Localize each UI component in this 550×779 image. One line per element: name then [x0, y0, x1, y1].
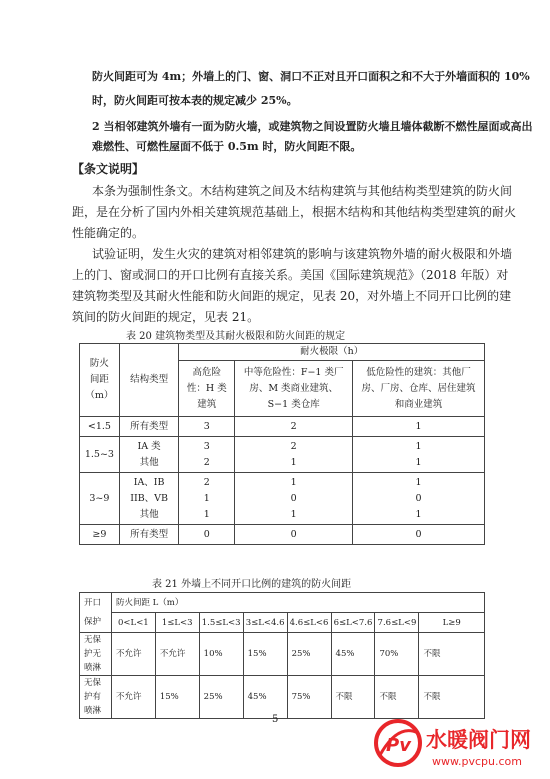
text-line: 防火间距可为 4m；外墙上的门、窗、洞口不正对且开口面积之和不大于外墙面积的 10%	[92, 70, 530, 83]
column-header: 1≤L<3	[155, 613, 199, 633]
cell: 2	[235, 417, 353, 437]
cell: 15%	[155, 676, 199, 719]
text-line: 难燃性、可燃性屋面不低于 0.5m 时，防火间距不限。	[92, 140, 362, 153]
cell: 45%	[331, 633, 375, 676]
paragraph-line: 建筑物类型及其耐火性能和防火间距的规定，见表 20，对外墙上不同开口比例的建	[72, 289, 512, 303]
cell: 不限	[375, 676, 419, 719]
column-header: 6≤L<7.6	[331, 613, 375, 633]
paragraph-line: 筑间的防火间距的规定，见表 21。	[72, 310, 260, 324]
header-fire-rating: 耐火极限（h）	[179, 344, 485, 361]
cell: 所有类型	[119, 525, 179, 545]
cell: 0	[179, 525, 235, 545]
opening-ratio-table	[79, 592, 485, 719]
row-label: 无保护无喷淋	[80, 633, 112, 676]
cell: 3~9	[80, 473, 120, 525]
cell: 0	[353, 525, 485, 545]
cell: <1.5	[80, 417, 120, 437]
paragraph-line: 上的门、窗或洞口的开口比例有直接关系。美国《国际建筑规范》（2018 年版）对	[72, 268, 509, 282]
cell: 2 1 1	[179, 473, 235, 525]
row-label: 无保护有喷淋	[80, 676, 112, 719]
cell: 0	[235, 525, 353, 545]
paragraph-line: 距，是在分析了国内外相关建筑规范基础上，根据木结构和其他结构类型建筑的耐火	[72, 205, 517, 219]
cell: 不允许	[111, 633, 155, 676]
watermark-logo-text: Pv	[386, 735, 411, 756]
column-header: 0<L<1	[111, 613, 155, 633]
watermark	[370, 713, 540, 773]
cell: 不允许	[111, 676, 155, 719]
header-protection: 保护	[80, 613, 112, 633]
cell: ≥9	[80, 525, 120, 545]
cell: 不限	[419, 633, 485, 676]
cell: IA 类 其他	[119, 437, 179, 473]
cell: 2 1	[235, 437, 353, 473]
text-line: 2 当相邻建筑外墙有一面为防火墙，或建筑物之间设置防火墙且墙体截断不燃性屋面或高出	[92, 120, 533, 133]
paragraph-line: 本条为强制性条文。木结构建筑之间及木结构建筑与其他结构类型建筑的防火间	[92, 184, 513, 198]
cell: 3	[179, 417, 235, 437]
cell: 不限	[419, 676, 485, 719]
column-header: L≥9	[419, 613, 485, 633]
section-heading: 【条文说明】	[72, 162, 145, 176]
cell: 1 1	[353, 437, 485, 473]
header-mid-hazard: 中等危险性：F−1 类厂房、M 类商业建筑、S−1 类仓库	[235, 361, 353, 417]
paragraph-line: 性能确定的。	[72, 226, 145, 240]
header-distance: 防火间距（m）	[80, 344, 120, 417]
cell: 1 0 1	[353, 473, 485, 525]
watermark-title: 水暖阀门网	[426, 728, 531, 752]
fire-resistance-table	[79, 343, 485, 545]
cell: 不允许	[155, 633, 199, 676]
cell: 25%	[199, 676, 243, 719]
column-header: 7.6≤L<9	[375, 613, 419, 633]
cell: 1.5~3	[80, 437, 120, 473]
column-header: 4.6≤L<6	[287, 613, 331, 633]
header-high-hazard: 高危险性：H 类建筑	[179, 361, 235, 417]
cell: 15%	[243, 633, 287, 676]
header-structure: 结构类型	[119, 344, 179, 417]
watermark-logo	[370, 713, 540, 773]
cell: 25%	[287, 633, 331, 676]
header-opening: 开口	[80, 593, 112, 613]
cell: 75%	[287, 676, 331, 719]
header-low-hazard: 低危险性的建筑：其他厂房、厂房、仓库、居住建筑和商业建筑	[353, 361, 485, 417]
column-header: 3≤L<4.6	[243, 613, 287, 633]
cell: 不限	[331, 676, 375, 719]
cell: 70%	[375, 633, 419, 676]
page-number: 5	[272, 714, 279, 725]
cell: 1 0 1	[235, 473, 353, 525]
cell: 45%	[243, 676, 287, 719]
column-header: 1.5≤L<3	[199, 613, 243, 633]
cell: 10%	[199, 633, 243, 676]
paragraph-line: 试验证明，发生火灾的建筑对相邻建筑的影响与该建筑物外墙的耐火极限和外墙	[92, 247, 513, 261]
table-caption: 表 21 外墙上不同开口比例的建筑的防火间距	[152, 579, 352, 590]
watermark-url: www.pvcpu.com	[432, 755, 522, 768]
cell: 1	[353, 417, 485, 437]
cell: IA、IB IIB、VB 其他	[119, 473, 179, 525]
cell: 3 2	[179, 437, 235, 473]
text-line: 时，防火间距可按本表的规定减少 25%。	[92, 94, 298, 107]
cell: 所有类型	[119, 417, 179, 437]
table-caption: 表 20 建筑物类型及其耐火极限和防火间距的规定	[126, 331, 346, 342]
header-distance: 防火间距 L（m）	[111, 593, 484, 613]
